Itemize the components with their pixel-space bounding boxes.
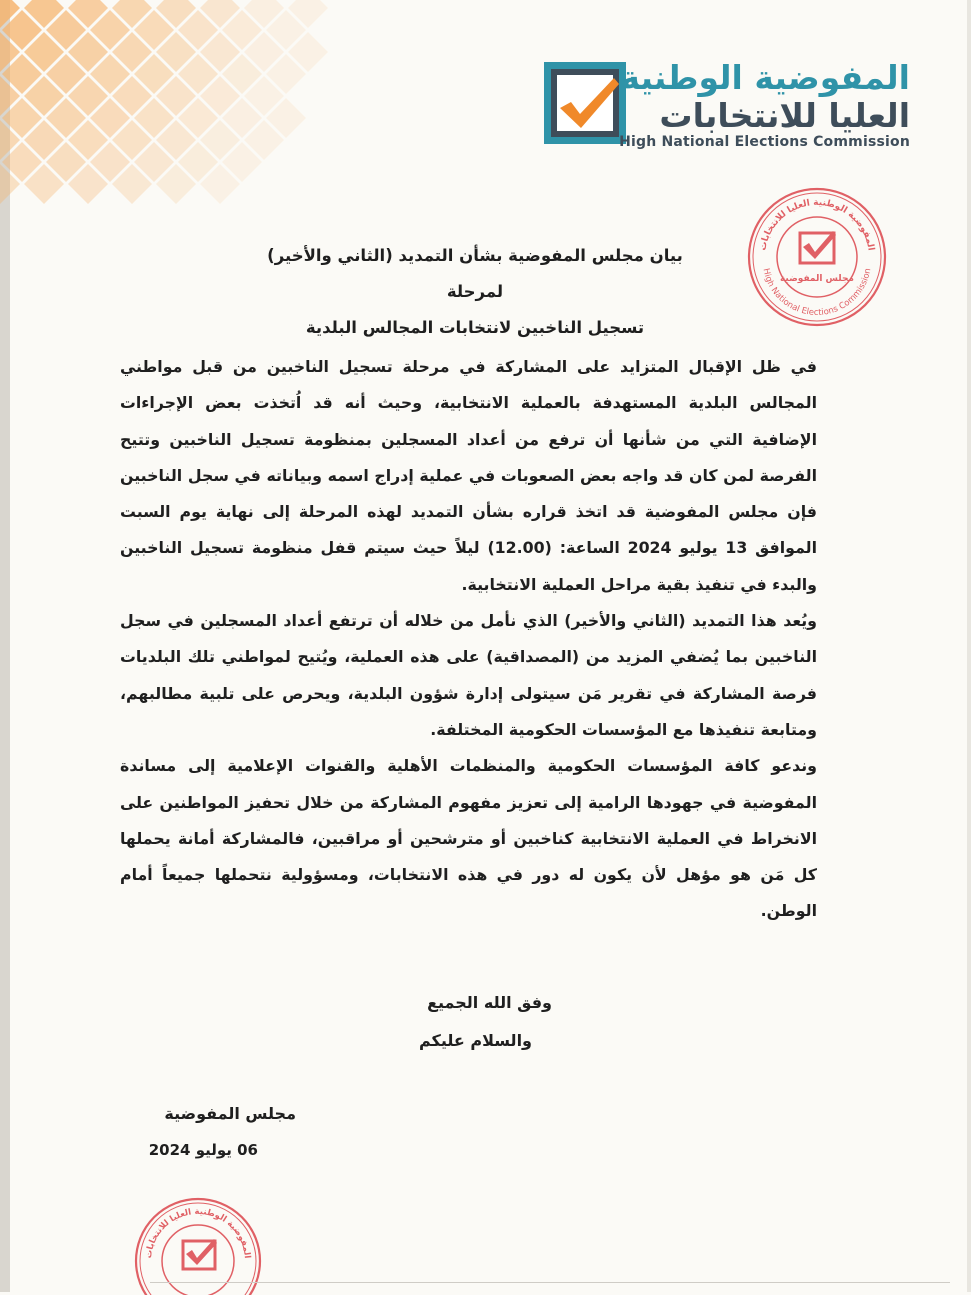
body-paragraph-1: في ظل الإقبال المتزايد على المشاركة في مرحلة تسجيل الناخبين من قبل مواطني المجالس البلدية المستهدفة بالعملية الانتخابية، وحيث أنه قد اُتخذت بعض الإجراءات الإضافية التي من شأنها أن ترفع من أعداد المسجلين بمنظومة تسجيل الناخبين وتتيح الفرصة لمن كان قد واجه بعض الصعوبات في عملية إدراج اسمه وبياناته في سجل الناخبين فإن مجلس المفوضية قد اتخذ قراره بشأن التمديد لهذه المرحلة إلى نهاية يوم السبت الموافق 13 يوليو 2024 الساعة: (12.00) ليلاً حيث سيتم قفل منظومة تسجيل الناخبين والبدء في تنفيذ بقية مراحل العملية الانتخابية. — [120, 357, 818, 594]
statement-title — [240, 238, 710, 346]
stamp-arabic-ring-text: المفوضية الوطنية العليا للانتخابات — [758, 197, 876, 252]
commission-stamp-bottom — [133, 1195, 263, 1295]
logo-arabic-line1: المفوضية الوطنية — [620, 58, 910, 97]
svg-text:المفوضية الوطنية العليا للانتخ — [144, 1207, 252, 1259]
svg-text:المفوضية الوطنية العليا للانتخ — [758, 198, 875, 252]
closing-line2: والسلام عليكم — [418, 1031, 532, 1050]
statement-date: 06 يوليو 2024 — [148, 1141, 258, 1159]
stamp-english-ring-text: High National Elections Commission — [760, 267, 874, 319]
signature-block — [100, 1096, 296, 1168]
logo-arabic-line2: العليا للانتخابات — [659, 96, 910, 135]
body-paragraph-3: وندعو كافة المؤسسات الحكومية والمنظمات الأهلية والقنوات الإعلامية إلى مساندة المفوضية في جهودها الرامية إلى تعزيز مفهوم المشاركة من خلال تحفيز المواطنين على الانخراط في العملية الانتخابية كناخبين أو مترشحين أو مراقبين، فالمشاركة أمانة يحملها كل مَن هو مؤهل لأن يكون له دور في هذه الانتخابات، ومسؤولية نتحملها جميعاً أمام الوطن. — [120, 756, 817, 921]
page-bottom-rule — [150, 1282, 950, 1283]
logo-english-name: High National Elections Commission — [619, 134, 910, 150]
title-line1: بيان مجلس المفوضية بشأن التمديد (الثاني والأخير) لمرحلة — [267, 246, 683, 301]
statement-body — [120, 349, 817, 930]
signature-name: مجلس المفوضية — [164, 1104, 296, 1123]
stamp-bottom-ring-text: المفوضية الوطنية العليا للانتخابات — [143, 1206, 252, 1259]
closing-greeting — [320, 984, 552, 1060]
stamp-center-text: مجلس المفوضية — [779, 274, 855, 284]
title-line2: تسجيل الناخبين لانتخابات المجالس البلدية — [305, 318, 645, 337]
commission-stamp-top — [745, 185, 889, 329]
body-paragraph-2: ويُعد هذا التمديد (الثاني والأخير) الذي نأمل من خلاله أن ترتفع أعداد المسجلين في سجل الناخبين بما يُضفي المزيد من (المصداقية) على هذه العملية، ويُتيح لمواطني تلك البلديات فرصة المشاركة في تقرير مَن سيتولى إدارة شؤون البلدية، ويحرص على تلبية مطالبهم، ومتابعة تنفيذها مع المؤسسات الحكومية المختلفة. — [120, 611, 817, 739]
scan-edge-right — [967, 0, 971, 1292]
ballot-checkmark-icon — [544, 62, 626, 144]
commission-logo — [544, 58, 910, 158]
closing-line1: وفق الله الجميع — [427, 993, 552, 1012]
